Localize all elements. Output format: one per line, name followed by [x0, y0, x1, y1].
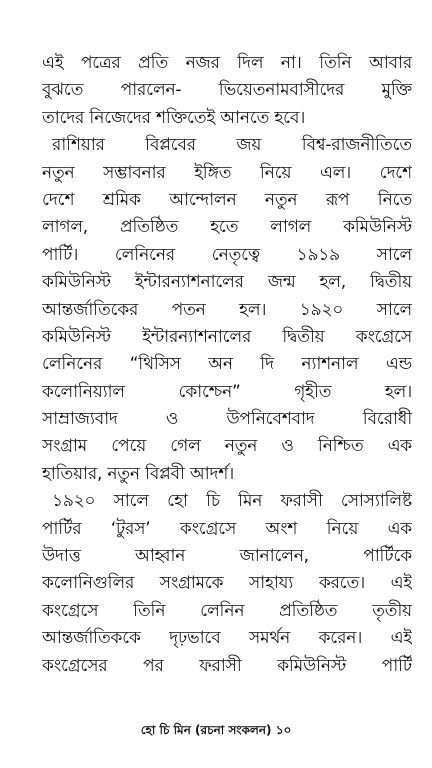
- text-line: কমিউনিস্ট ইন্টারন্যাশনালের জন্ম হল, দ্বিতীয়: [42, 272, 412, 293]
- text-line: সাম্রাজ্যবাদ ও উপনিবেশবাদ বিরোধী: [42, 409, 412, 430]
- text-line: তাদের নিজেদের শক্তিতেই আনতে হবে।: [42, 107, 306, 128]
- text-line: লাগল, প্রতিষ্ঠিত হতে লাগল কমিউনিস্ট: [42, 217, 412, 238]
- text-line: এই পত্রের প্রতি নজর দিল না। তিনি আবার: [42, 53, 412, 73]
- text-line: কংগ্রেসে তিনি লেনিন প্রতিষ্ঠিত তৃতীয়: [42, 600, 412, 621]
- text-line: কমিউনিস্ট ইন্টারন্যাশনালের দ্বিতীয় কংগ্রেসে: [42, 326, 412, 347]
- text-line: সংগ্রাম পেয়ে গেল নতুন ও নিশ্চিত এক: [42, 436, 412, 457]
- text-line: কলোনিগুলির সংগ্রামকে সাহায্য করতে। এই: [42, 573, 412, 594]
- paragraph-start-line: রাশিয়ার বিপ্লবের জয় বিশ্ব-রাজনীতিতে: [52, 135, 412, 156]
- text-line: পার্টি। লেনিনের নেতৃত্বে ১৯১৯ সালে: [42, 244, 412, 265]
- text-line: বুঝতে পারলেন- ভিয়েতনামবাসীদের মুক্তি: [42, 80, 412, 101]
- page-footer: হো চি মিন (রচনা সংকলন) ১০: [140, 723, 292, 737]
- text-line: নতুন সম্ভাবনার ইঙ্গিত নিয়ে এল। দেশে: [42, 162, 412, 183]
- text-line: উদাত্ত আহ্বান জানালেন, পার্টিকে: [42, 546, 412, 567]
- text-line: আন্তর্জাতিকের পতন হল। ১৯২০ সালে: [42, 299, 412, 320]
- text-line: লেনিনের “থিসিস অন দি ন্যাশনাল এন্ড: [42, 354, 412, 375]
- text-line: কংগ্রেসের পর ফরাসী কমিউনিস্ট পার্টি: [42, 655, 412, 676]
- text-line: পার্টির ‘টুরস’ কংগ্রেসে অংশ নিয়ে এক: [42, 518, 412, 539]
- paragraph-start-line: ১৯২০ সালে হো চি মিন ফরাসী সোস্যালিষ্ট: [52, 491, 412, 512]
- text-line: কলোনিয়্যাল কোশ্চেন” গৃহীত হল।: [42, 381, 412, 402]
- text-line: হাতিয়ার, নতুন বিপ্লবী আদর্শ।: [42, 463, 234, 484]
- body-text: [42, 50, 412, 680]
- text-line: দেশে শ্রমিক আন্দোলন নতুন রূপ নিতে: [42, 189, 412, 210]
- text-line: আন্তর্জাতিককে দৃঢ়ভাবে সমর্থন করেন। এই: [42, 628, 412, 649]
